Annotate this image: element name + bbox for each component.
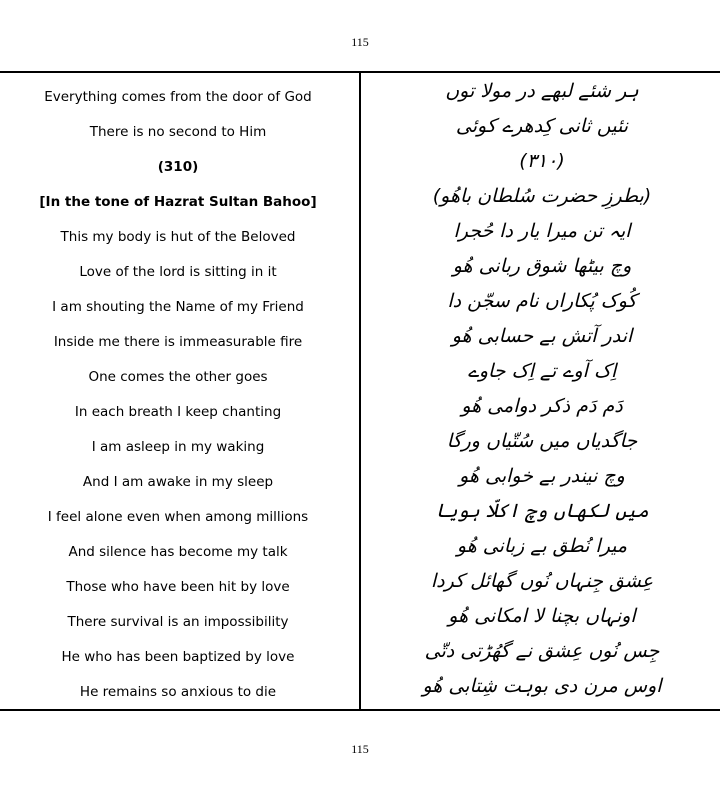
english-line: [In the tone of Hazrat Sultan Bahoo] bbox=[39, 194, 317, 210]
english-line: (310) bbox=[157, 159, 199, 175]
urdu-line: دَم دَم ذکر دوامی ھُو bbox=[461, 395, 623, 417]
page-number-top: 115 bbox=[351, 35, 369, 49]
english-line: And I am awake in my sleep bbox=[82, 474, 274, 490]
urdu-line: اوس مرن دی بوہت شِتابی ھُو bbox=[422, 675, 662, 697]
urdu-verse-column bbox=[364, 74, 720, 704]
english-line: In each breath I keep chanting bbox=[74, 404, 282, 420]
urdu-line: نئیں ثانی کِدھرے کوئی bbox=[455, 115, 629, 137]
english-line: I am shouting the Name of my Friend bbox=[52, 299, 304, 315]
english-line: He remains so anxious to die bbox=[79, 684, 277, 700]
english-line: He who has been baptized by love bbox=[61, 649, 295, 665]
english-line: I am asleep in my waking bbox=[91, 439, 265, 455]
english-line: And silence has become my talk bbox=[68, 544, 288, 560]
english-line: Inside me there is immeasurable fire bbox=[53, 334, 303, 350]
english-line: Everything comes from the door of God bbox=[44, 89, 312, 105]
urdu-line: اِک آوے تے اِک جاوے bbox=[467, 360, 617, 382]
english-line: This my body is hut of the Beloved bbox=[60, 229, 296, 245]
urdu-line: جاگدیاں میں سُتّیاں ورگا bbox=[446, 430, 638, 452]
english-line: One comes the other goes bbox=[88, 369, 268, 385]
urdu-line: جِس نُوں عِشق نے گھُڑتی دتّی bbox=[424, 640, 660, 662]
english-line: I feel alone even when among millions bbox=[47, 509, 309, 525]
urdu-line: اونہاں بچنا لا امکانی ھُو bbox=[448, 605, 636, 627]
english-translation-column bbox=[0, 80, 356, 710]
english-line: Those who have been hit by love bbox=[66, 579, 290, 595]
urdu-line: (۳۱۰) bbox=[519, 150, 565, 172]
page-number-bottom: 115 bbox=[351, 742, 369, 756]
urdu-line: ہر شئے لبھے در مولا توں bbox=[445, 80, 639, 102]
urdu-line: ایہ تن میرا یار دا حُجرا bbox=[453, 220, 631, 242]
urdu-line: میرا نُطق بے زبانی ھُو bbox=[456, 535, 628, 557]
urdu-line: میں لکھاں وچ اکلّا ہویا bbox=[435, 500, 649, 522]
urdu-line: (بطرزِ حضرت سُلطان باھُو) bbox=[432, 185, 652, 207]
english-line: There is no second to Him bbox=[89, 124, 267, 140]
urdu-line: اندر آتش بے حسابی ھُو bbox=[451, 325, 633, 347]
urdu-line: وچ نیندر بے خوابی ھُو bbox=[459, 465, 625, 487]
urdu-line: عِشق جِنہاں نُوں گھائل کردا bbox=[430, 570, 654, 592]
english-line: Love of the lord is sitting in it bbox=[79, 264, 277, 280]
urdu-line: کُوک پُکاراں نام سجّن دا bbox=[447, 290, 637, 312]
urdu-line: وچ بیٹھا شوق ربانی ھُو bbox=[452, 255, 632, 277]
column-divider bbox=[359, 71, 361, 711]
english-line: There survival is an impossibility bbox=[67, 614, 289, 630]
